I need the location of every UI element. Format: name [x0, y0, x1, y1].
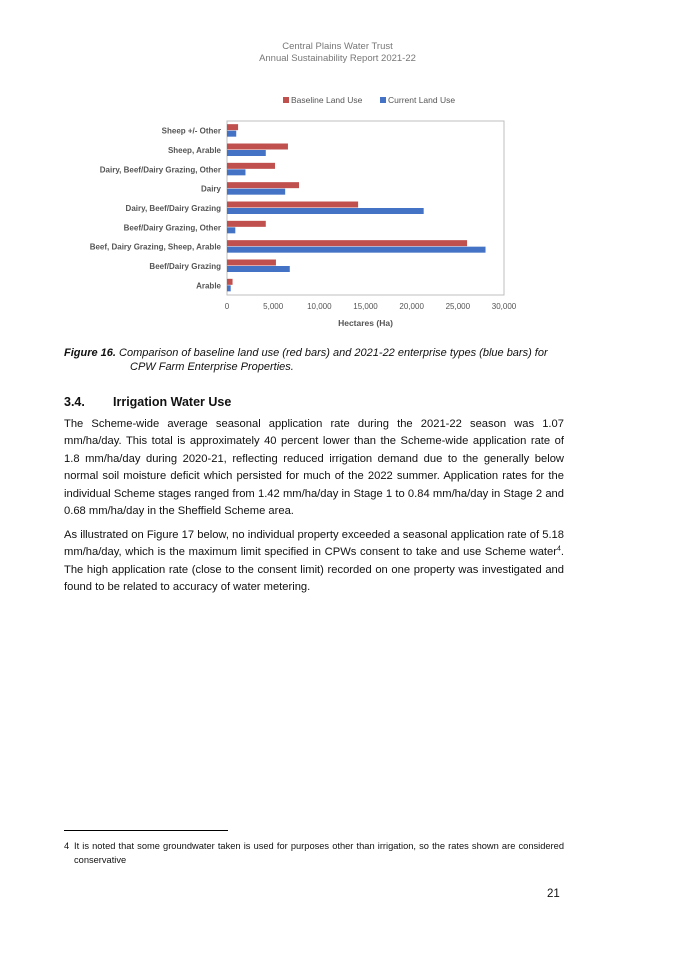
- category-label: Beef/Dairy Grazing, Other: [123, 223, 221, 233]
- header-line-1: Central Plains Water Trust: [282, 41, 393, 52]
- legend-swatch-1: [380, 97, 386, 103]
- bar-current-8: [227, 285, 231, 291]
- bar-baseline-6: [227, 240, 467, 246]
- category-label: Beef/Dairy Grazing: [149, 262, 221, 271]
- section-heading: [64, 395, 231, 409]
- bar-current-0: [227, 131, 236, 137]
- footnote-divider: [64, 830, 228, 831]
- category-label: Beef, Dairy Grazing, Sheep, Arable: [89, 242, 221, 252]
- bar-baseline-2: [227, 163, 275, 169]
- footnote-text: It is noted that some groundwater taken is used for purposes other than irrigation, so the rates shown are considered conservative: [74, 841, 564, 865]
- header-line-2: Annual Sustainability Report 2021-22: [259, 53, 416, 64]
- x-tick-label: 20,000: [399, 302, 424, 311]
- x-tick-label: 10,000: [307, 302, 332, 311]
- footnote-reference[interactable]: 4: [556, 545, 561, 553]
- bar-current-5: [227, 227, 235, 233]
- paragraph-2: [64, 527, 564, 597]
- page-number: 21: [547, 888, 560, 900]
- legend-label-1: Current Land Use: [388, 95, 456, 105]
- bar-current-7: [227, 266, 290, 272]
- bar-baseline-5: [227, 221, 266, 227]
- bar-current-3: [227, 189, 285, 195]
- bar-baseline-0: [227, 124, 238, 130]
- bar-baseline-1: [227, 144, 288, 150]
- x-tick-label: 5,000: [263, 302, 284, 311]
- figure-caption: [64, 346, 584, 374]
- category-label: Arable: [196, 281, 221, 291]
- caption-text-line-1: Comparison of baseline land use (red bars) and 2021-22 enterprise types (blue bars) for: [115, 347, 548, 359]
- x-tick-label: 0: [224, 302, 230, 311]
- legend-label-0: Baseline Land Use: [291, 95, 363, 105]
- paragraph-2-text-b: . The high application rate (close to the consent limit) recorded on one property was investigated and found to be related to accuracy of water metering.: [64, 546, 564, 594]
- footnote-mark: 4: [64, 841, 70, 851]
- x-tick-label: 25,000: [445, 302, 471, 311]
- paragraph-2-text-a: As illustrated on Figure 17 below, no individual property exceeded a seasonal application rate of 5.18 mm/ha/day, which is the maximum limit specified in CPWs consent to take and use Scheme water: [64, 529, 564, 559]
- category-label: Dairy, Beef/Dairy Grazing, Other: [99, 165, 221, 175]
- paragraph-1: The Scheme-wide average seasonal application rate during the 2021-22 season was 1.07 mm/ha/day. This total is approximately 40 percent lower than the Scheme-wide application rate of 1.8 mm/ha/day during 2020-21, reflecting reduced irrigation demand due to the generally below normal soil moisture deficit which persisted for much of the 2022 summer. Application rates for the individual Scheme stages ranged from 1.42 mm/ha/day in Stage 1 to 0.84 mm/ha/day in Stage 2 and 0.68 mm/ha/day in the Sheffield Scheme area.: [64, 418, 564, 518]
- legend-swatch-0: [283, 97, 289, 103]
- category-label: Sheep +/- Other: [161, 126, 221, 136]
- bar-baseline-3: [227, 182, 299, 188]
- section-number: 3.4.: [64, 395, 85, 409]
- category-label: Dairy: [200, 184, 221, 194]
- bar-current-4: [227, 208, 424, 214]
- bar-baseline-4: [227, 202, 358, 208]
- land-use-bar-chart: [60, 88, 530, 338]
- category-label: Sheep, Arable: [167, 146, 221, 155]
- caption-text-line-2: CPW Farm Enterprise Properties.: [130, 361, 294, 373]
- figure-label: Figure 16.: [64, 347, 116, 359]
- x-tick-label: 30,000: [491, 302, 517, 311]
- footnote: [64, 839, 564, 867]
- running-header: [0, 41, 675, 65]
- bar-current-6: [227, 247, 486, 253]
- bar-current-1: [227, 150, 266, 156]
- x-axis-title: Hectares (Ha): [338, 318, 393, 328]
- bar-baseline-8: [227, 279, 233, 285]
- category-label: Dairy, Beef/Dairy Grazing: [125, 204, 221, 213]
- section-title: Irrigation Water Use: [113, 395, 232, 409]
- bar-current-2: [227, 169, 245, 175]
- bar-baseline-7: [227, 260, 276, 266]
- x-tick-label: 15,000: [353, 302, 378, 311]
